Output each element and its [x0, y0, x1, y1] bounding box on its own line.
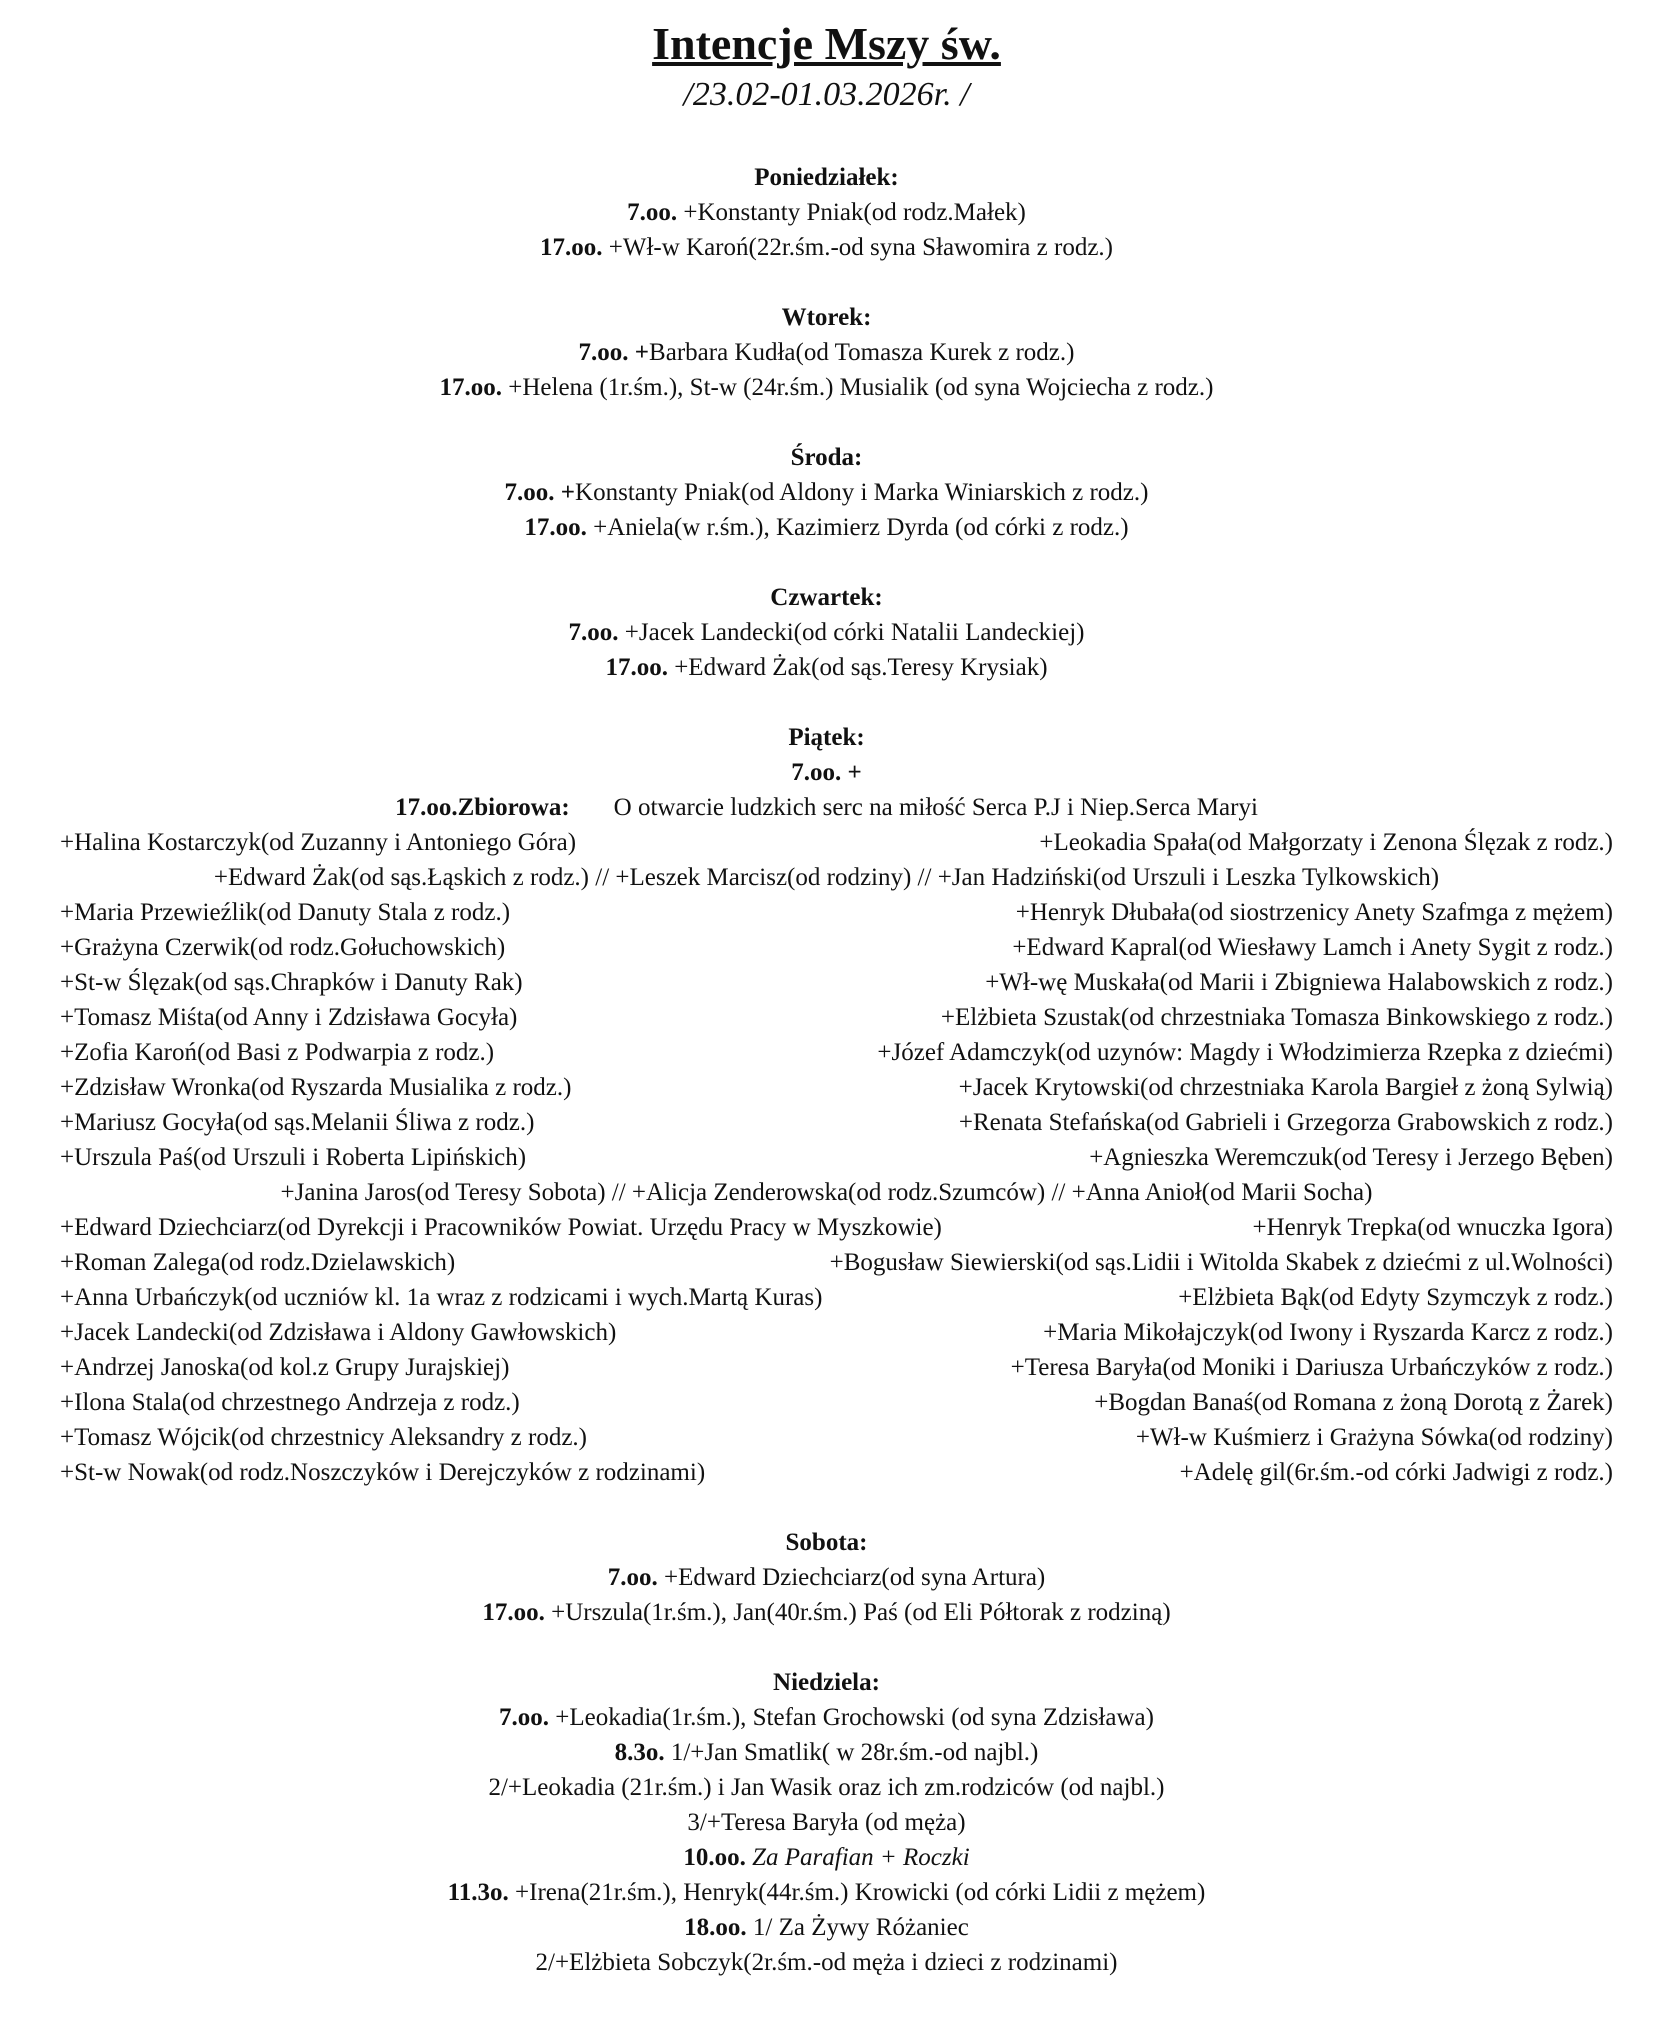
mass-intention: [0, 475, 1653, 510]
mass-time: 10.oo.: [683, 1844, 746, 1871]
intention-left: +St-w Ślęzak(od sąs.Chrapków i Danuty Rak): [60, 969, 523, 996]
mass-time: 7.oo.: [607, 1564, 658, 1591]
day-heading-tuesday: Wtorek:: [781, 304, 872, 331]
mass-intention: [0, 1840, 1653, 1875]
intention-right: +Leokadia Spała(od Małgorzaty i Zenona Ślęzak z rodz.): [1039, 829, 1613, 856]
intention-text: Za Parafian + Roczki: [745, 1844, 970, 1871]
collective-intention-row: [60, 1245, 1613, 1280]
mass-intention: [0, 195, 1653, 230]
mass-time: 7.oo. +: [504, 479, 576, 506]
mass-time: 7.oo.: [627, 199, 678, 226]
mass-time: 17.oo.: [482, 1599, 545, 1626]
intention-text: Konstanty Pniak(od Aldony i Marka Winiarskich z rodz.): [575, 479, 1149, 506]
intention-text: +Edward Żak(od sąs.Teresy Krysiak): [667, 654, 1048, 681]
mass-intention: [0, 1700, 1653, 1735]
mass-time: 7.oo.: [568, 619, 619, 646]
collective-intention-row: [60, 1210, 1613, 1245]
collective-intention-line: +Edward Żak(od sąs.Łąskich z rodz.) // +Leszek Marcisz(od rodziny) // +Jan Hadziński(od Urszuli i Leszka Tylkowskich): [213, 864, 1440, 891]
collective-intention-row: [60, 965, 1613, 1000]
intention-left: +Zdzisław Wronka(od Ryszarda Musialika z rodz.): [60, 1074, 572, 1101]
intention-left: +Maria Przewieźlik(od Danuty Stala z rodz.): [60, 899, 511, 926]
collective-intention-row: [60, 1455, 1613, 1490]
mass-time: 7.oo.: [499, 1704, 550, 1731]
intention-text: +Aniela(w r.śm.), Kazimierz Dyrda (od córki z rodz.): [586, 514, 1129, 541]
intention-left: +Andrzej Janoska(od kol.z Grupy Jurajskiej): [60, 1354, 510, 1381]
intention-text: 1/+Jan Smatlik( w 28r.śm.-od najbl.): [664, 1739, 1039, 1766]
day-heading-monday: Poniedziałek:: [754, 164, 899, 191]
intention-text: +Wł-w Karoń(22r.śm.-od syna Sławomira z rodz.): [602, 234, 1113, 261]
mass-time: 17.oo.: [540, 234, 603, 261]
collective-intention-row: [60, 930, 1613, 965]
intention-right: +Elżbieta Szustak(od chrzestniaka Tomasza Binkowskiego z rodz.): [940, 1004, 1613, 1031]
mass-intention: [0, 230, 1653, 265]
collective-intention-row: [60, 1105, 1613, 1140]
intention-left: +Tomasz Miśta(od Anny i Zdzisława Gocyła): [60, 1004, 518, 1031]
intention-left: +St-w Nowak(od rodz.Noszczyków i Derejczyków z rodzinami): [60, 1459, 706, 1486]
intention-right: +Henryk Trepka(od wnuczka Igora): [1252, 1214, 1613, 1241]
day-heading-friday: Piątek:: [788, 724, 865, 751]
intention-left: +Grażyna Czerwik(od rodz.Gołuchowskich): [60, 934, 506, 961]
mass-time: 17.oo.: [605, 654, 668, 681]
intention-left: +Edward Dziechciarz(od Dyrekcji i Pracowników Powiat. Urzędu Pracy w Myszkowie): [60, 1214, 942, 1241]
intention-right: +Renata Stefańska(od Gabrieli i Grzegorza Grabowskich z rodz.): [958, 1109, 1613, 1136]
intention-text: +Irena(21r.śm.), Henryk(44r.śm.) Krowicki (od córki Lidii z mężem): [508, 1879, 1206, 1906]
mass-time: 17.oo.: [524, 514, 587, 541]
collective-intention-line: +Janina Jaros(od Teresy Sobota) // +Alicja Zenderowska(od rodz.Szumców) // +Anna Anioł(od Marii Socha): [280, 1179, 1373, 1206]
collective-intention-row: [60, 1420, 1613, 1455]
mass-time: 8.3o.: [614, 1739, 665, 1766]
intention-left: +Urszula Paś(od Urszuli i Roberta Lipińskich): [60, 1144, 527, 1171]
collective-intention-row: [60, 1315, 1613, 1350]
intention-right: +Agnieszka Weremczuk(od Teresy i Jerzego Bęben): [1089, 1144, 1613, 1171]
mass-time: 17.oo.: [439, 374, 503, 401]
intention-left: +Halina Kostarczyk(od Zuzanny i Antoniego Góra): [60, 829, 577, 856]
intention-right: +Henryk Dłubała(od siostrzenicy Anety Szafmga z mężem): [1015, 899, 1613, 926]
mass-intention: [0, 1875, 1653, 1910]
intention-left: +Tomasz Wójcik(od chrzestnicy Aleksandry z rodz.): [60, 1424, 587, 1451]
intention-text: +Edward Dziechciarz(od syna Artura): [657, 1564, 1046, 1591]
intention-text: O otwarcie ludzkich serc na miłość Serca P.J i Niep.Serca Maryi: [613, 794, 1258, 821]
collective-intention-row: [60, 825, 1613, 860]
collective-mass: [0, 790, 1653, 825]
intention-continuation: 3/+Teresa Baryła (od męża): [687, 1809, 966, 1836]
mass-time: 18.oo.: [684, 1914, 747, 1941]
intention-text: +Jacek Landecki(od córki Natalii Landeckiej): [618, 619, 1085, 646]
intention-continuation: 2/+Leokadia (21r.śm.) i Jan Wasik oraz ich zm.rodziców (od najbl.): [488, 1774, 1165, 1801]
mass-intention: [0, 615, 1653, 650]
intention-right: +Bogusław Siewierski(od sąs.Lidii i Witolda Skabek z dziećmi z ul.Wolności): [829, 1249, 1613, 1276]
intention-left: +Anna Urbańczyk(od uczniów kl. 1a wraz z rodzicami i wych.Martą Kuras): [60, 1284, 823, 1311]
intention-right: +Jacek Krytowski(od chrzestniaka Karola Bargieł z żoną Sylwią): [958, 1074, 1613, 1101]
mass-time: 7.oo. +: [791, 759, 862, 786]
mass-time: 7.oo. +: [578, 339, 650, 366]
mass-intention: [0, 650, 1653, 685]
intention-left: +Roman Zalega(od rodz.Dzielawskich): [60, 1249, 456, 1276]
collective-intention-row: [60, 1280, 1613, 1315]
intention-text: +Konstanty Pniak(od rodz.Małek): [677, 199, 1026, 226]
intention-right: +Józef Adamczyk(od uzynów: Magdy i Włodzimierza Rzepka z dziećmi): [877, 1039, 1613, 1066]
collective-intention-row: [60, 1350, 1613, 1385]
mass-time: 11.3o.: [447, 1879, 509, 1906]
intention-right: +Adelę gil(6r.śm.-od córki Jadwigi z rodz.): [1179, 1459, 1613, 1486]
intention-right: +Elżbieta Bąk(od Edyty Szymczyk z rodz.): [1178, 1284, 1613, 1311]
collective-intention-row: [60, 1000, 1613, 1035]
intention-right: +Wł-wę Muskała(od Marii i Zbigniewa Halabowskich z rodz.): [985, 969, 1613, 996]
mass-intention: [0, 370, 1653, 405]
date-range: /23.02-01.03.2026r. /: [683, 76, 970, 113]
mass-intention: [0, 1560, 1653, 1595]
mass-intention: [0, 1735, 1653, 1770]
mass-intention: [0, 335, 1653, 370]
collective-intention-row: [60, 1070, 1613, 1105]
intention-text: +Helena (1r.śm.), St-w (24r.śm.) Musialik (od syna Wojciecha z rodz.): [502, 374, 1214, 401]
mass-time: 17.oo.Zbiorowa:: [395, 794, 570, 821]
collective-intention-row: [60, 1035, 1613, 1070]
intention-left: +Jacek Landecki(od Zdzisława i Aldony Gawłowskich): [60, 1319, 617, 1346]
day-heading-wednesday: Środa:: [790, 444, 863, 471]
intention-left: +Ilona Stala(od chrzestnego Andrzeja z rodz.): [60, 1389, 520, 1416]
intention-continuation: 2/+Elżbieta Sobczyk(2r.śm.-od męża i dzieci z rodzinami): [535, 1949, 1118, 1976]
intention-text: 1/ Za Żywy Różaniec: [746, 1914, 969, 1941]
day-heading-thursday: Czwartek:: [770, 584, 883, 611]
intention-right: +Bogdan Banaś(od Romana z żoną Dorotą z Żarek): [1094, 1389, 1613, 1416]
day-heading-sunday: Niedziela:: [773, 1669, 880, 1696]
page-title: Intencje Mszy św.: [652, 18, 1001, 69]
mass-intention: [0, 1595, 1653, 1630]
intention-left: +Mariusz Gocyła(od sąs.Melanii Śliwa z rodz.): [60, 1109, 535, 1136]
collective-intention-row: [60, 1385, 1613, 1420]
collective-intention-row: [60, 895, 1613, 930]
mass-intention: [0, 510, 1653, 545]
intention-right: +Edward Kapral(od Wiesławy Lamch i Anety Sygit z rodz.): [1012, 934, 1613, 961]
mass-intention: [0, 1910, 1653, 1945]
intention-text: +Urszula(1r.śm.), Jan(40r.śm.) Paś (od Eli Półtorak z rodziną): [544, 1599, 1171, 1626]
intention-text: Barbara Kudła(od Tomasza Kurek z rodz.): [649, 339, 1075, 366]
intention-right: +Teresa Baryła(od Moniki i Dariusza Urbańczyków z rodz.): [1010, 1354, 1613, 1381]
collective-intention-row: [60, 1140, 1613, 1175]
mass-intention: [0, 755, 1653, 790]
intention-right: +Wł-w Kuśmierz i Grażyna Sówka(od rodziny): [1135, 1424, 1613, 1451]
intention-left: +Zofia Karoń(od Basi z Podwarpia z rodz.): [60, 1039, 495, 1066]
intention-right: +Maria Mikołajczyk(od Iwony i Ryszarda Karcz z rodz.): [1043, 1319, 1613, 1346]
intention-text: +Leokadia(1r.śm.), Stefan Grochowski (od syna Zdzisława): [549, 1704, 1154, 1731]
day-heading-saturday: Sobota:: [785, 1529, 868, 1556]
